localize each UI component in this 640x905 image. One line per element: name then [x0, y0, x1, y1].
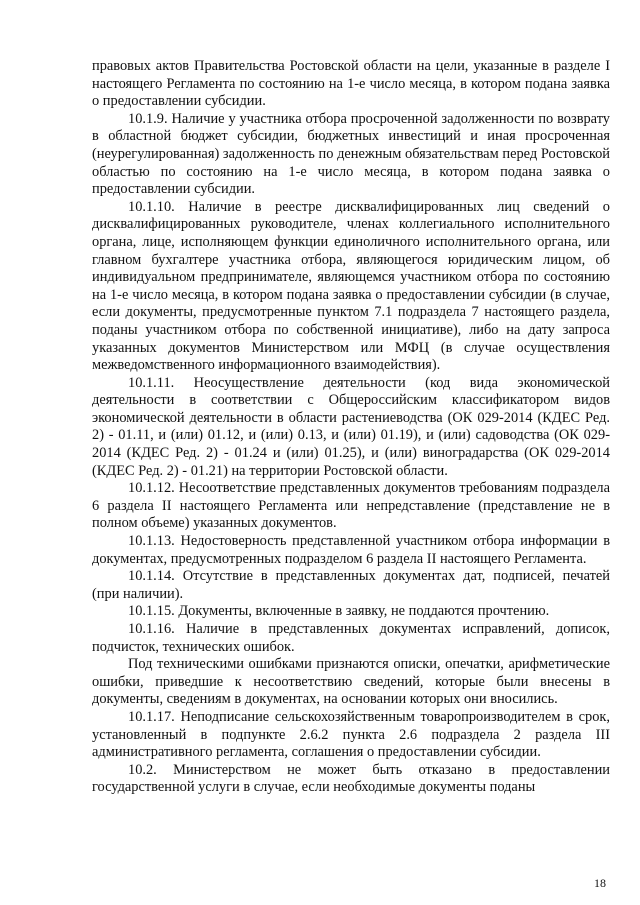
paragraph-10-1-13: 10.1.13. Недостоверность представленной участником отбора информации в документах, предусмотренных подразделом 6 раздела II настоящего Регламента.: [92, 533, 610, 567]
paragraph-10-1-9: 10.1.9. Наличие у участника отбора просроченной задолженности по возврату в областной бюджет субсидии, бюджетных инвестиций и иная просроченная (неурегулированная) задолженность по денежным обязательствам перед Ростовской областью по состоянию на 1-е число месяца, в котором подана заявка о предоставлении субсидии.: [92, 110, 610, 198]
document-page: [92, 58, 610, 797]
paragraph-10-1-17: 10.1.17. Неподписание сельскохозяйственным товаропроизводителем в срок, установленный в подпункте 2.6.2 пункта 2.6 подраздела 2 раздела III административного регламента, соглашения о предоставлении субсидии.: [92, 708, 610, 761]
paragraph-10-1-11: 10.1.11. Неосуществление деятельности (код вида экономической деятельности в соответствии с Общероссийским классификатором видов экономической деятельности в области растениеводства (ОК 029-2014 (КДЕС Ред. 2) - 01.11, и (или) 01.12, и (или) 0.13, и (или) 01.19), и (или) садоводства (ОК 029-2014 (КДЕС Ред. 2) - 01.24 и (или) 01.25), и (или) виноградарства (ОК 029-2014 (КДЕС Ред. 2) - 01.21) на территории Ростовской области.: [92, 374, 610, 479]
paragraph-10-1-12: 10.1.12. Несоответствие представленных документов требованиям подраздела 6 раздела II настоящего Регламента или непредставление (представление не в полном объеме) указанных документов.: [92, 480, 610, 532]
paragraph-10-1-14: 10.1.14. Отсутствие в представленных документах дат, подписей, печатей (при наличии).: [92, 568, 610, 602]
page-number: 18: [594, 876, 606, 890]
paragraph-continuation: правовых актов Правительства Ростовской области на цели, указанные в разделе I настоящего Регламента по состоянию на 1-е число месяца, в котором подана заявка о предоставлении субсидии.: [92, 58, 610, 110]
paragraph-10-1-10: 10.1.10. Наличие в реестре дисквалифицированных лиц сведений о дисквалифицированных руководителе, членах коллегиального исполнительного органа, лице, исполняющем функции единоличного исполнительного органа, или главном бухгалтере участника отбора, являющегося юридическим лицом, об индивидуальном предпринимателе, являющемся участником отбора по состоянию на 1-е число месяца, в котором подана заявка о предоставлении субсидии (в случае, если документы, предусмотренные пунктом 7.1 подраздела 7 настоящего раздела, поданы участником отбора по собственной инициативе), либо на дату запроса указанных документов Министерством или МФЦ (в случае осуществления межведомственного информационного взаимодействия).: [92, 198, 610, 374]
paragraph-10-2: 10.2. Министерством не может быть отказано в предоставлении государственной услуги в случае, если необходимые документы поданы: [92, 761, 610, 796]
paragraph-10-1-16: 10.1.16. Наличие в представленных документах исправлений, дописок, подчисток, технических ошибок.: [92, 621, 610, 655]
paragraph-technical-errors: Под техническими ошибками признаются описки, опечатки, арифметические ошибки, приведшие к несоответствию сведений, которые были внесены в документы, сведениям в документах, на основании которых они вносились.: [92, 656, 610, 708]
paragraph-10-1-15: 10.1.15. Документы, включенные в заявку, не поддаются прочтению.: [128, 603, 550, 620]
